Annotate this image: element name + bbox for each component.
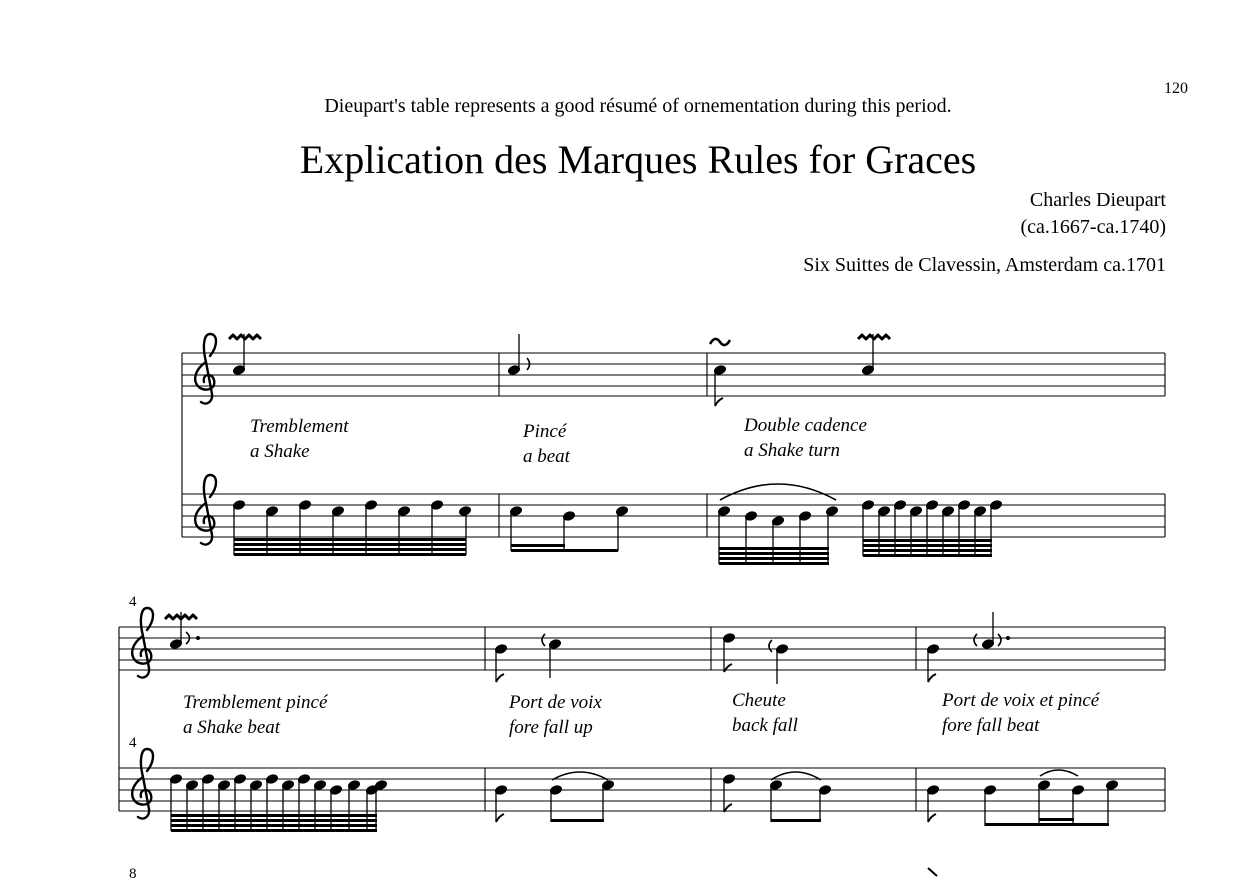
ornament-sign-name: Tremblement <box>250 416 349 437</box>
composer-dates: (ca.1667-ca.1740) <box>1020 216 1166 238</box>
ornament-meaning: a Shake turn <box>744 440 841 461</box>
ornament-label <box>744 413 867 463</box>
ornament-sign-name: Tremblement pincé <box>183 692 328 713</box>
treble-clef-icon <box>132 608 153 678</box>
ornament-sign-name: Port de voix et pincé <box>942 690 1100 711</box>
treble-clef-icon <box>195 334 216 404</box>
intro-text: Dieupart's table represents a good résumé of ornementation during this period. <box>324 95 952 117</box>
page-title: Explication des Marques Rules for Graces <box>299 137 977 182</box>
ornament-meaning: fore fall up <box>509 717 593 738</box>
ornament-sign-name: Port de voix <box>509 692 602 713</box>
ornament-label <box>250 414 349 464</box>
ornament-label <box>183 690 327 740</box>
ornament-label <box>732 688 798 738</box>
measure-number: 4 <box>129 735 137 751</box>
measure-number: 4 <box>129 594 137 610</box>
ornament-meaning: a Shake beat <box>183 717 281 738</box>
ornament-label <box>942 688 1099 738</box>
mordent-sign-icon <box>858 335 890 339</box>
ornament-meaning: a beat <box>523 446 570 467</box>
ornament-label <box>523 419 570 469</box>
ornament-meaning: back fall <box>732 715 798 736</box>
ornament-meaning: a Shake <box>250 441 310 462</box>
source-title: Six Suittes de Clavessin, Amsterdam ca.1701 <box>803 254 1166 276</box>
treble-clef-icon <box>195 475 216 545</box>
ornament-sign-name: Pincé <box>523 421 567 442</box>
page-number: 120 <box>1164 80 1188 97</box>
ornament-sign-name: Double cadence <box>744 415 867 436</box>
ornament-sign-name: Cheute <box>732 690 786 711</box>
composer-name: Charles Dieupart <box>1029 189 1166 211</box>
turn-sign-icon <box>710 339 730 345</box>
measure-number: 8 <box>129 866 137 882</box>
ornament-label <box>509 690 602 740</box>
mordent-sign-icon <box>229 335 261 339</box>
ornament-meaning: fore fall beat <box>942 715 1040 736</box>
treble-clef-icon <box>132 749 153 819</box>
